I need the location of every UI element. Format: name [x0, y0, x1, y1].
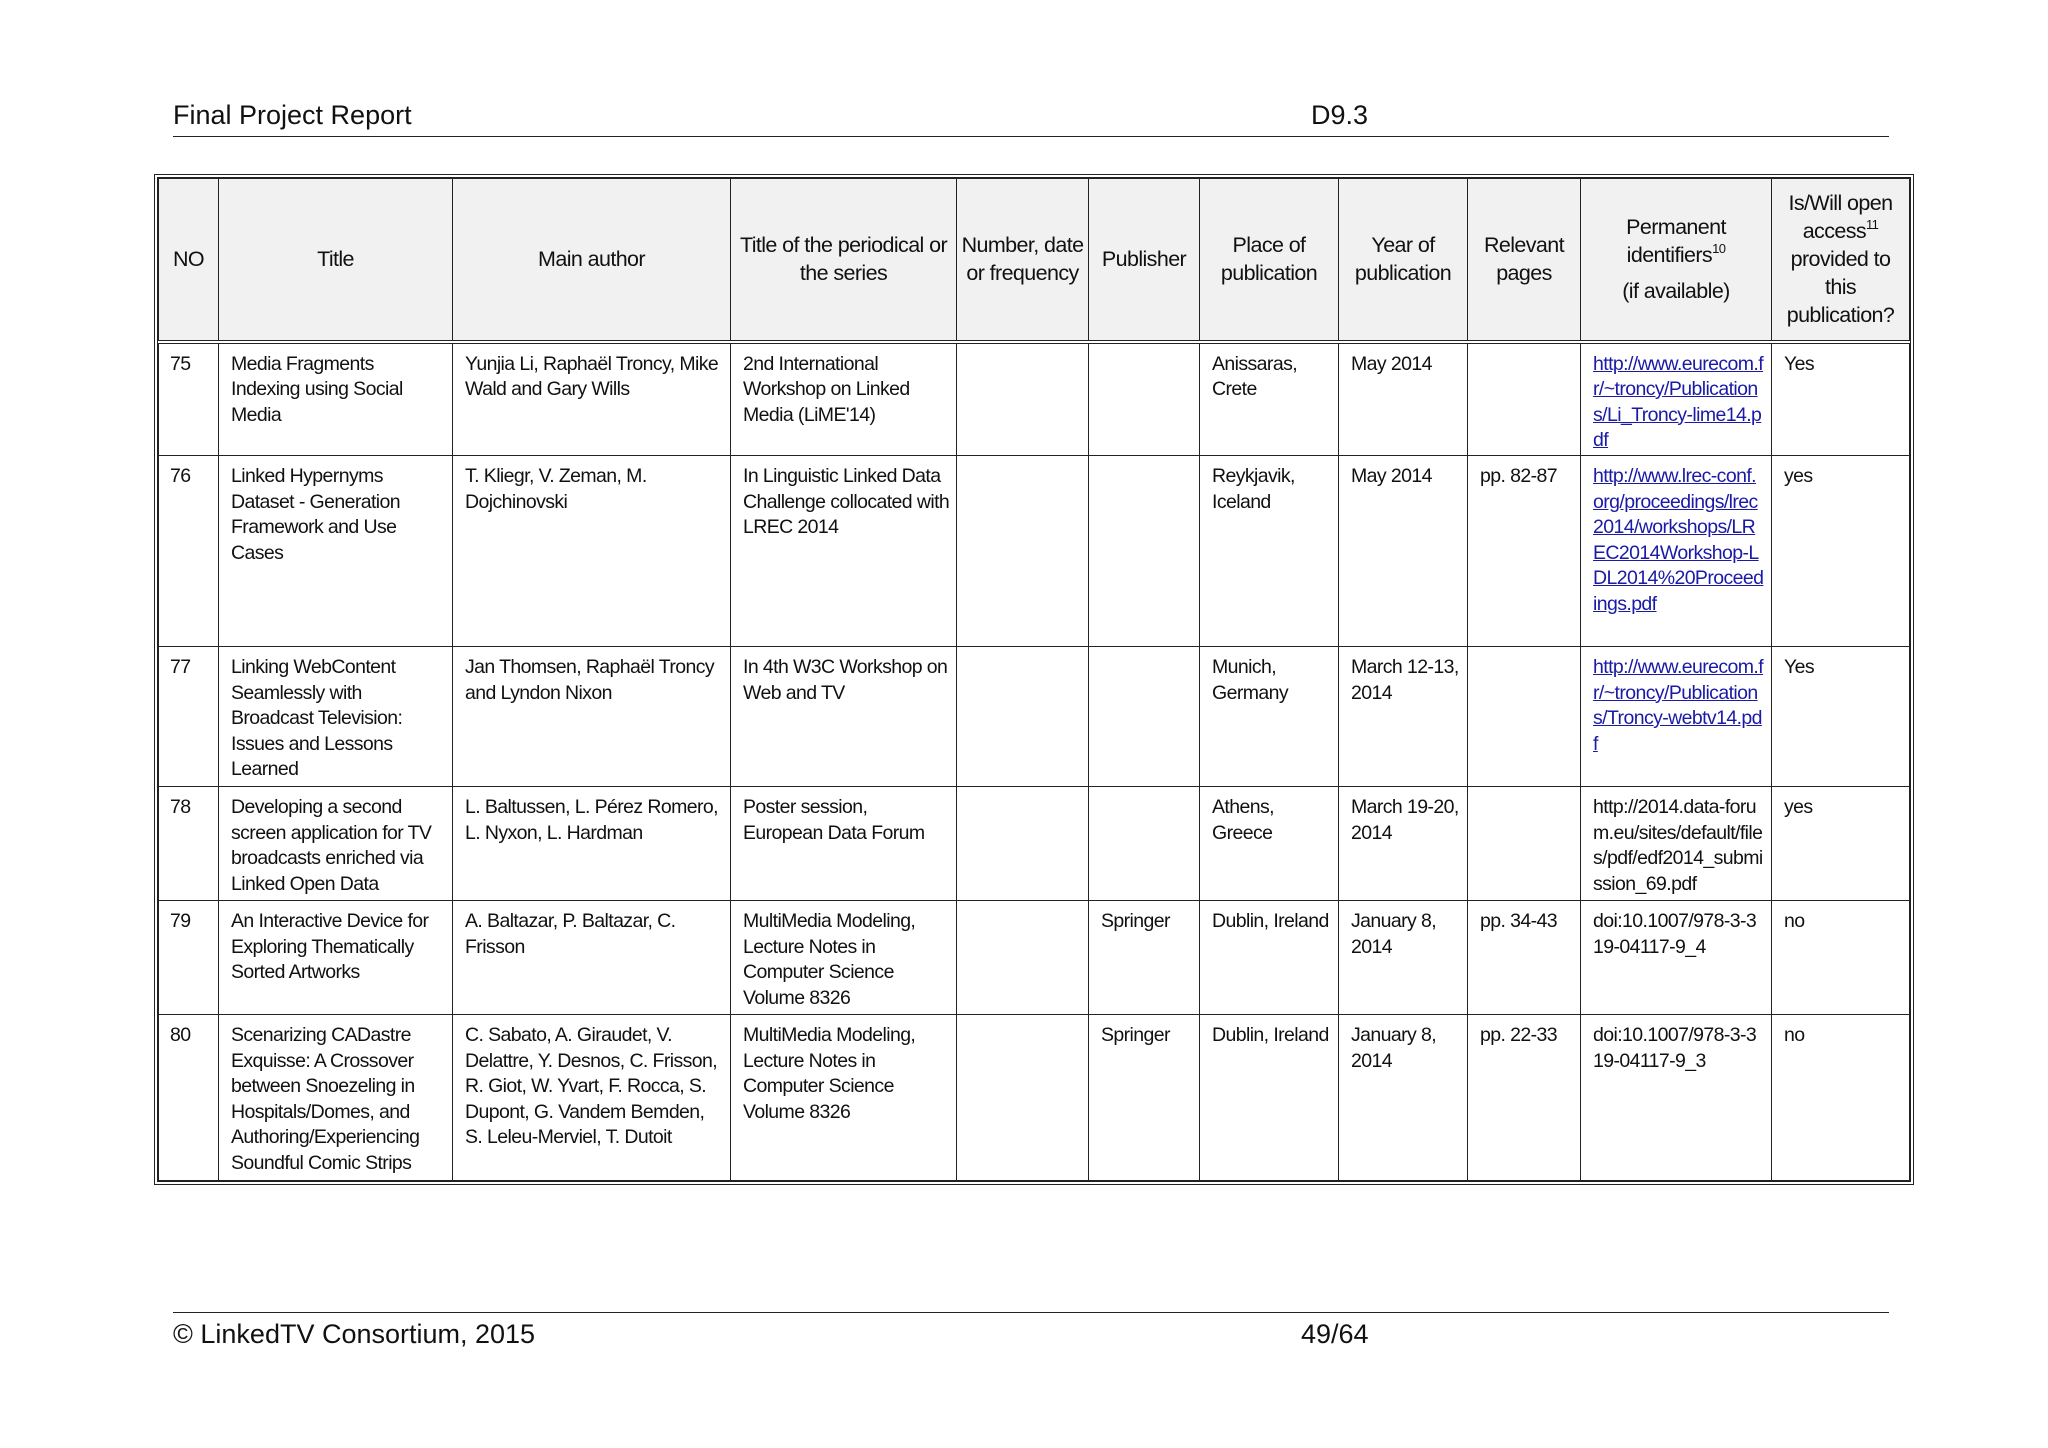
- cell-pages: pp. 22-33: [1468, 1015, 1581, 1181]
- report-title: Final Project Report: [173, 100, 412, 130]
- cell-title: Linking WebContent Seamlessly with Broadcast Television: Issues and Lessons Learned: [219, 647, 453, 787]
- col-header-open-access: [1772, 179, 1910, 342]
- col-header-number: Number, date or frequency: [957, 179, 1089, 342]
- cell-publisher: [1089, 647, 1200, 787]
- cell-number: [957, 787, 1089, 901]
- cell-periodical: MultiMedia Modeling, Lecture Notes in Computer Science Volume 8326: [731, 901, 957, 1015]
- cell-publisher: [1089, 456, 1200, 647]
- cell-year: January 8, 2014: [1339, 1015, 1468, 1181]
- cell-open-access: no: [1772, 901, 1910, 1015]
- cell-no: 80: [159, 1015, 219, 1181]
- cell-place: Athens, Greece: [1200, 787, 1339, 901]
- cell-periodical: In 4th W3C Workshop on Web and TV: [731, 647, 957, 787]
- cell-publisher: Springer: [1089, 1015, 1200, 1181]
- cell-no: 75: [159, 342, 219, 456]
- col-header-year: Year of publication: [1339, 179, 1468, 342]
- cell-no: 76: [159, 456, 219, 647]
- identifier-note: (if available): [1622, 279, 1730, 304]
- deliverable-id: D9.3: [1311, 100, 1369, 130]
- cell-no: 77: [159, 647, 219, 787]
- cell-identifier: [1581, 647, 1772, 787]
- cell-pages: pp. 34-43: [1468, 901, 1581, 1015]
- cell-year: March 12-13, 2014: [1339, 647, 1468, 787]
- cell-open-access: no: [1772, 1015, 1910, 1181]
- col-header-periodical: Title of the periodical or the series: [731, 179, 957, 342]
- cell-title: Scenarizing CADastre Exquisse: A Crossover between Snoezeling in Hospitals/Domes, and Authoring/Experiencing Soundful Comic Strips: [219, 1015, 453, 1181]
- cell-open-access: yes: [1772, 456, 1910, 647]
- cell-author: L. Baltussen, L. Pérez Romero, L. Nyxon, L. Hardman: [453, 787, 731, 901]
- identifier-link[interactable]: http://www.eurecom.fr/~troncy/Publications/Troncy-webtv14.pdf: [1593, 656, 1764, 755]
- cell-place: Reykjavik, Iceland: [1200, 456, 1339, 647]
- cell-periodical: Poster session, European Data Forum: [731, 787, 957, 901]
- col-header-identifier: [1581, 179, 1772, 342]
- table-row: [159, 787, 1910, 901]
- copyright-notice: © LinkedTV Consortium, 2015: [173, 1319, 536, 1349]
- cell-place: Anissaras, Crete: [1200, 342, 1339, 456]
- cell-author: C. Sabato, A. Giraudet, V. Delattre, Y. Desnos, C. Frisson, R. Giot, W. Yvart, F. Rocca, S. Dupont, G. Vandem Bemden, S. Leleu-Merviel, T. Dutoit: [453, 1015, 731, 1181]
- cell-title: Developing a second screen application for TV broadcasts enriched via Linked Open Data: [219, 787, 453, 901]
- page-header: [173, 98, 1889, 137]
- cell-title: Linked Hypernyms Dataset - Generation Framework and Use Cases: [219, 456, 453, 647]
- cell-author: T. Kliegr, V. Zeman, M. Dojchinovski: [453, 456, 731, 647]
- cell-author: Yunjia Li, Raphaël Troncy, Mike Wald and Gary Wills: [453, 342, 731, 456]
- cell-publisher: Springer: [1089, 901, 1200, 1015]
- open-access-label: Is/Will open access: [1788, 191, 1893, 244]
- table-body: [159, 342, 1910, 1181]
- footnote-ref-10: 10: [1712, 241, 1726, 257]
- identifier-text: http://2014.data-forum.eu/sites/default/files/pdf/edf2014_submission_69.pdf: [1593, 796, 1763, 895]
- table-row: [159, 342, 1910, 456]
- cell-open-access: yes: [1772, 787, 1910, 901]
- cell-title: Media Fragments Indexing using Social Media: [219, 342, 453, 456]
- cell-no: 79: [159, 901, 219, 1015]
- cell-identifier: [1581, 456, 1772, 647]
- footnote-ref-11: 11: [1866, 217, 1879, 233]
- cell-number: [957, 1015, 1089, 1181]
- identifier-label: Permanent identifiers: [1626, 215, 1726, 268]
- identifier-link[interactable]: http://www.eurecom.fr/~troncy/Publications/Li_Troncy-lime14.pdf: [1593, 352, 1764, 451]
- page-footer: [173, 1312, 1889, 1351]
- cell-place: Dublin, Ireland: [1200, 1015, 1339, 1181]
- col-header-pages: Relevant pages: [1468, 179, 1581, 342]
- cell-pages: [1468, 342, 1581, 456]
- cell-author: Jan Thomsen, Raphaël Troncy and Lyndon Nixon: [453, 647, 731, 787]
- table-row: [159, 1015, 1910, 1181]
- publications-table: [158, 178, 1910, 1181]
- cell-number: [957, 456, 1089, 647]
- page-number: 49/64: [1301, 1319, 1369, 1349]
- cell-publisher: [1089, 787, 1200, 901]
- cell-title: An Interactive Device for Exploring Thematically Sorted Artworks: [219, 901, 453, 1015]
- table-header: [159, 179, 1910, 342]
- cell-place: Munich, Germany: [1200, 647, 1339, 787]
- identifier-text: doi:10.1007/978-3-319-04117-9_4: [1593, 910, 1757, 958]
- cell-open-access: Yes: [1772, 342, 1910, 456]
- cell-year: May 2014: [1339, 456, 1468, 647]
- cell-number: [957, 901, 1089, 1015]
- cell-identifier: [1581, 901, 1772, 1015]
- col-header-no: NO: [159, 179, 219, 342]
- table-row: [159, 456, 1910, 647]
- cell-year: March 19-20, 2014: [1339, 787, 1468, 901]
- identifier-text: doi:10.1007/978-3-319-04117-9_3: [1593, 1024, 1757, 1072]
- identifier-link[interactable]: http://www.lrec-conf.org/proceedings/lrec2014/workshops/LREC2014Workshop-LDL2014%20Proceedings.pdf: [1593, 465, 1764, 615]
- cell-year: January 8, 2014: [1339, 901, 1468, 1015]
- cell-number: [957, 647, 1089, 787]
- cell-pages: [1468, 647, 1581, 787]
- cell-author: A. Baltazar, P. Baltazar, C. Frisson: [453, 901, 731, 1015]
- cell-place: Dublin, Ireland: [1200, 901, 1339, 1015]
- cell-periodical: MultiMedia Modeling, Lecture Notes in Computer Science Volume 8326: [731, 1015, 957, 1181]
- cell-identifier: [1581, 787, 1772, 901]
- publications-table-frame: [154, 174, 1914, 1185]
- cell-no: 78: [159, 787, 219, 901]
- cell-pages: [1468, 787, 1581, 901]
- cell-periodical: 2nd International Workshop on Linked Media (LiME'14): [731, 342, 957, 456]
- cell-identifier: [1581, 1015, 1772, 1181]
- cell-pages: pp. 82-87: [1468, 456, 1581, 647]
- col-header-author: Main author: [453, 179, 731, 342]
- col-header-publisher: Publisher: [1089, 179, 1200, 342]
- open-access-label-rest: provided to this publication?: [1786, 247, 1895, 328]
- cell-year: May 2014: [1339, 342, 1468, 456]
- cell-open-access: Yes: [1772, 647, 1910, 787]
- cell-publisher: [1089, 342, 1200, 456]
- cell-number: [957, 342, 1089, 456]
- col-header-title: Title: [219, 179, 453, 342]
- col-header-place: Place of publication: [1200, 179, 1339, 342]
- cell-identifier: [1581, 342, 1772, 456]
- table-row: [159, 647, 1910, 787]
- table-row: [159, 901, 1910, 1015]
- cell-periodical: In Linguistic Linked Data Challenge collocated with LREC 2014: [731, 456, 957, 647]
